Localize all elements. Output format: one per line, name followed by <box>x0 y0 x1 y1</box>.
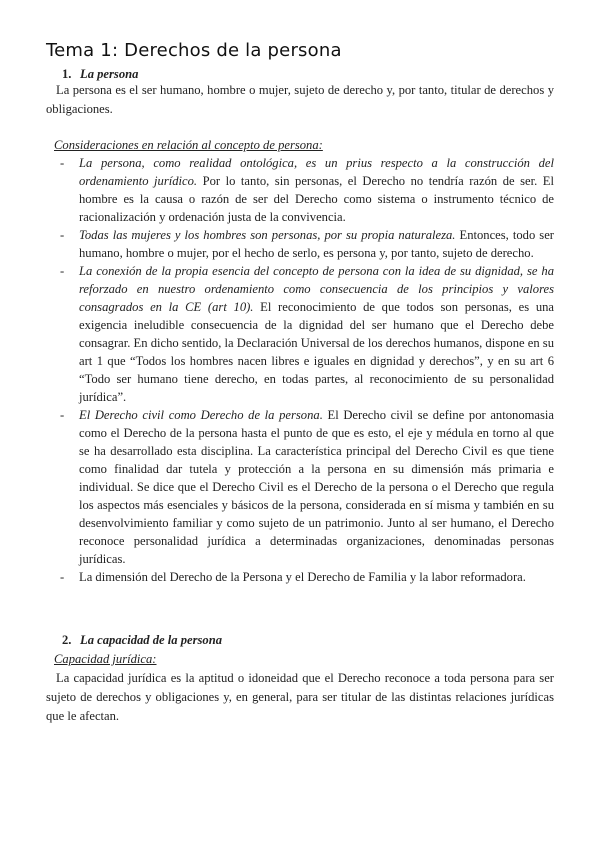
section-1-intro: La persona es el ser humano, hombre o mujer, sujeto de derecho y, por tanto, titular de derechos y obligaciones. <box>46 83 554 116</box>
section-2-number: 2. <box>62 633 72 647</box>
legal-capacity-subheading: Capacidad jurídica: <box>54 652 157 666</box>
page-title: Tema 1: Derechos de la persona <box>46 40 342 61</box>
list-item-italic: El Derecho civil como Derecho de la persona. <box>79 408 323 422</box>
considerations-list <box>60 154 554 586</box>
list-item <box>60 568 554 586</box>
list-dash: - <box>60 570 65 584</box>
list-dash: - <box>60 264 65 278</box>
list-item <box>60 226 554 262</box>
list-item-italic: La conexión de la propia esencia del concepto de persona con la idea de su dignidad, se ha reforzado en nuestro ordenamiento como consecuencia de los principios y valores consagrados en la CE (art 10). <box>79 264 554 314</box>
list-item-text: El reconocimiento de que todos son personas, es una exigencia ineludible consecuencia de la dignidad del ser humano que el Derecho debe consagrar. En dicho sentido, la Declaración Universal de los derechos humanos, dispone en su art 1 que “Todos los hombres nacen libres e iguales en dignidad y derechos”, y en su art 6 “Todo ser humano tiene derecho, en todas partes, al reconocimiento de su personalidad jurídica”. <box>79 300 555 404</box>
section-1-heading <box>62 67 138 82</box>
list-item-text: El Derecho civil se define por antonomasia como el Derecho de la persona hasta el punto de que es esto, el eje y médula en torno al que se ha desarrollado esta disciplina. La característica principal del Derecho Civil es que tiene como finalidad dar tutela y protección a la persona en su dimensión más primaria e individual. Se dice que el Derecho Civil es el Derecho de la persona o el Derecho que regula los aspectos más esenciales y básicos de la persona, considerada en sí misma y también en su desenvolvimiento familiar y como sujeto de un patrimonio. Junto al ser humano, el Derecho reconoce personalidad jurídica a determinadas organizaciones, denominadas personas jurídicas. <box>79 408 554 566</box>
list-item <box>60 406 554 568</box>
list-item-text: La dimensión del Derecho de la Persona y el Derecho de Familia y la labor reformadora. <box>79 570 526 584</box>
section-1-number: 1. <box>62 67 72 81</box>
list-dash: - <box>60 408 65 422</box>
list-item <box>60 262 554 406</box>
considerations-subheading: Consideraciones en relación al concepto de persona: <box>54 138 323 152</box>
section-1-heading-text: La persona <box>80 67 139 81</box>
section-2-heading-text: La capacidad de la persona <box>80 633 223 647</box>
section-2-heading <box>62 633 222 648</box>
list-dash: - <box>60 228 65 242</box>
list-item-italic: La persona, como realidad ontológica, es un prius respecto a la construcción del ordenamiento jurídico. <box>79 156 554 188</box>
list-item-italic: Todas las mujeres y los hombres son personas, por su propia naturaleza. <box>79 228 456 242</box>
list-dash: - <box>60 156 65 170</box>
list-item <box>60 154 554 226</box>
legal-capacity-text: La capacidad jurídica es la aptitud o idoneidad que el Derecho reconoce a toda persona para ser sujeto de derechos y obligaciones y, en general, para ser titular de las distintas relaciones jurídicas que le afectan. <box>46 671 554 723</box>
list-item-text: Entonces, todo ser humano, hombre o mujer, por el hecho de serlo, es persona y, por tanto, sujeto de derecho. <box>79 228 554 260</box>
list-item-text: Por lo tanto, sin personas, el Derecho no tendría razón de ser. El hombre es la causa o razón de ser del Derecho como sistema o instrumento técnico de racionalización y ordenación justa de la convivencia. <box>79 174 554 224</box>
